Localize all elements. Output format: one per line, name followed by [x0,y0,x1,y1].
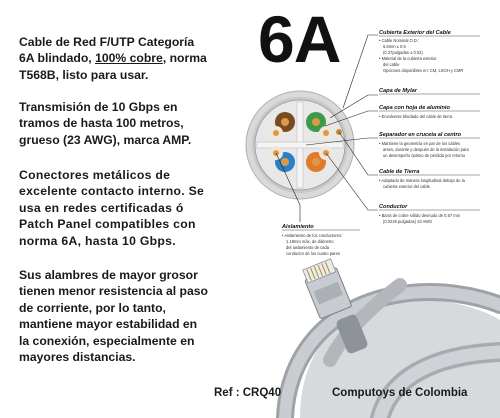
transmission-line: grueso (23 AWG), marca AMP. [19,132,192,147]
note-cubierta: • Material de la cubierta exterior [379,56,437,61]
note-cubierta: Opciones disponibles en: CM, LSOH y CMR [383,68,464,73]
company-name: Computoys de Colombia [332,387,468,399]
connectors-line: Conectores metálicos de [19,168,171,182]
conductor-line: de corriente, por lo tanto, [19,300,166,315]
note-aluminio: • Envolvente blindado del cable de tierra [379,114,453,119]
label-aislamiento: Aislamiento [282,224,314,230]
note-separador: antes, durante y después de la instalación para [383,147,469,152]
label-mylar: Capa de Mylar [379,88,417,94]
note-aislamiento: • Aislamiento de los conductores: [282,233,343,238]
note-cubierta: del cable [383,62,400,67]
note-conductor: • Barra de cobre sólido desnudo de 0.57 mm [379,213,461,218]
heading-line: 6A blindado, 100% cobre, norma [19,51,207,66]
label-separador: Separador en cruceta al centro [379,132,462,138]
note-separador: un desempeño óptimo de pérdida por retorno [383,153,466,158]
note-conductor: (0.0226 pulgadas) 23 AWG [383,219,433,224]
connectors-line: norma 6A, hasta 10 Gbps. [19,233,176,248]
connectors-line: Patch Panel compatibles con [19,217,196,232]
note-aislamiento: 1.18mm máx. de diámetro [286,239,334,244]
product-reference: Ref : CRQ40 [214,387,282,399]
label-aluminio: Capa con hoja de aluminio [379,105,450,111]
heading-line: Cable de Red F/UTP Categoría [19,35,195,49]
conductor-line: mayores distancias. [19,350,136,365]
note-cubierta: 6.8mm ± 0.6 [383,44,406,49]
label-cubierta: Cubierta Exterior del Cable [379,30,451,36]
note-cubierta: • Cable Nominal O.D.: [379,38,420,43]
note-separador: • Mantiene la geometría en par de los cables [379,141,461,146]
label-tierra: Cable de Tierra [379,169,420,175]
transmission-line: Transmisión de 10 Gbps en [19,100,178,114]
category-badge: 6A [258,2,341,76]
conductor-line: tienen menor resistencia al paso [19,284,208,299]
conductor-line: la conexión, especialmente en [19,333,195,348]
cable-cross-section [246,91,354,199]
heading-line: T568B, listo para usar. [19,67,149,82]
note-aislamiento: del aislamiento de cada [286,245,330,250]
conductor-line: mantiene mayor estabilidad en [19,317,198,332]
rj45-plug [301,258,352,319]
label-conductor: Conductor [379,204,408,210]
conductor-line: Sus alambres de mayor grosor [19,268,198,282]
connectors-line: usa en redes certificadas ó [19,200,184,215]
note-aislamiento: conductor de los cuatro pares [286,251,340,256]
note-tierra: • Adaptado de manera longitudinal debajo de la [379,178,465,183]
transmission-line: tramos de hasta 100 metros, [19,116,184,131]
note-tierra: cubierta exterior del cable [383,184,430,189]
note-cubierta: (0.27pulgadas ± 0.02) [383,50,423,55]
connectors-line: excelente contacto interno. Se [19,184,205,199]
